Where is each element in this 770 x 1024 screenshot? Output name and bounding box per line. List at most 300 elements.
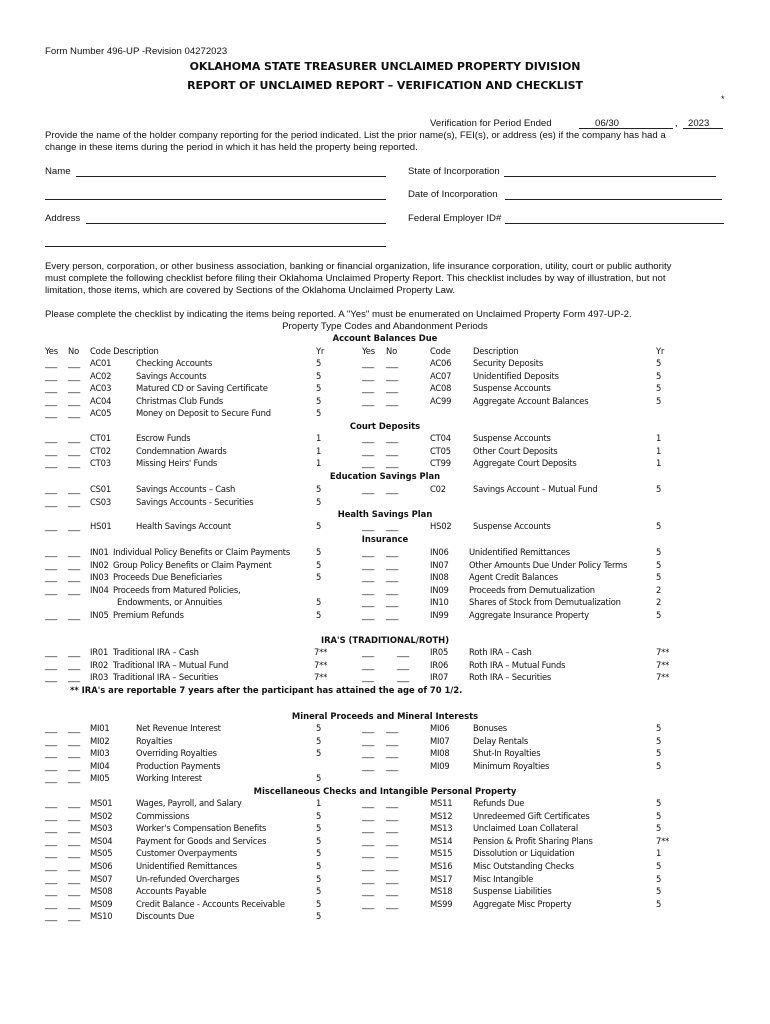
property-description: Health Savings Account: [136, 521, 231, 531]
no-checkbox-MS07[interactable]: ___: [68, 873, 80, 884]
yes-checkbox-IR01[interactable]: ___: [45, 647, 57, 657]
verification-label: Verification for Period Ended: [430, 118, 552, 129]
yes-checkbox-MS05[interactable]: ___: [45, 848, 57, 859]
yes-checkbox-AC04[interactable]: ___: [45, 395, 57, 406]
property-description: Missing Heirs' Funds: [136, 458, 218, 469]
no-checkbox-CT99[interactable]: ___: [386, 458, 398, 469]
property-code: MS16: [430, 861, 453, 871]
no-checkbox-AC05[interactable]: ___: [68, 408, 80, 419]
property-code: MS08: [90, 886, 113, 897]
yes-checkbox-MS03[interactable]: ___: [45, 823, 57, 834]
yes-checkbox-MS09[interactable]: ___: [45, 898, 57, 909]
yes-checkbox-MS04[interactable]: ___: [45, 835, 57, 846]
form-title-line2: REPORT OF UNCLAIMED REPORT – VERIFICATION AND CHECKLIST: [187, 79, 583, 92]
property-description: Proceeds from Demutualization: [469, 584, 595, 595]
name-field[interactable]: [76, 176, 386, 177]
no-checkbox-MS99[interactable]: ___: [386, 898, 398, 909]
no-checkbox-MS09[interactable]: ___: [68, 898, 80, 909]
abandonment-years: 7**: [314, 647, 328, 657]
col-no-left: No: [68, 346, 79, 356]
yes-checkbox-MS17[interactable]: ___: [362, 873, 374, 884]
yes-checkbox-IN09[interactable]: ___: [362, 584, 374, 595]
no-checkbox-IN07[interactable]: ___: [386, 559, 398, 570]
yes-checkbox-IN06[interactable]: ___: [362, 547, 374, 557]
property-description: Christmas Club Funds: [136, 395, 224, 406]
property-description: Pension & Profit Sharing Plans: [473, 835, 593, 846]
abandonment-years: 5: [316, 848, 322, 859]
no-checkbox-IN08[interactable]: ___: [386, 572, 398, 583]
property-description: Matured CD or Saving Certificate: [136, 383, 268, 394]
instructions-para1-line2: change in these items during the period in which it has held the property being reported.: [45, 142, 418, 153]
fein-field[interactable]: [505, 223, 724, 224]
abandonment-years: 5: [316, 408, 322, 419]
yes-checkbox-AC01[interactable]: ___: [45, 358, 57, 368]
instructions-para2-line2: must complete the following checklist before filing their Oklahoma Unclaimed Property Report. This checklist includes by way of illustration, but not: [45, 273, 666, 284]
yes-checkbox-CT01[interactable]: ___: [45, 433, 57, 443]
no-checkbox-IR01[interactable]: ___: [68, 647, 80, 657]
property-description: Credit Balance - Accounts Receivable: [136, 898, 285, 909]
yes-checkbox-CT99[interactable]: ___: [362, 458, 374, 469]
no-checkbox-IN02[interactable]: ___: [68, 559, 80, 570]
property-code: MS99: [430, 898, 453, 909]
no-checkbox-MS14[interactable]: ___: [386, 835, 398, 846]
abandonment-years: 7**: [314, 672, 328, 683]
property-code: MS13: [430, 823, 453, 834]
no-checkbox-IR05[interactable]: ___: [397, 647, 409, 657]
yes-checkbox-AC07[interactable]: ___: [362, 370, 374, 381]
property-code: MI04: [90, 760, 110, 771]
property-code: MS10: [90, 911, 113, 922]
col-description-right: Description: [473, 346, 519, 356]
no-checkbox-MS01[interactable]: ___: [68, 798, 80, 808]
abandonment-years: 1: [316, 433, 322, 443]
property-code: AC01: [90, 358, 112, 368]
yes-checkbox-MS10[interactable]: ___: [45, 911, 57, 922]
yes-checkbox-MS18[interactable]: ___: [362, 886, 374, 897]
yes-checkbox-AC08[interactable]: ___: [362, 383, 374, 394]
no-checkbox-MS17[interactable]: ___: [386, 873, 398, 884]
form-number: Form Number 496-UP -Revision 04272023: [45, 46, 228, 57]
property-description: Accounts Payable: [136, 886, 207, 897]
no-checkbox-IN03[interactable]: ___: [68, 572, 80, 583]
verification-comma: ,: [675, 118, 678, 129]
no-checkbox-AC04[interactable]: ___: [68, 395, 80, 406]
property-code: IN03: [90, 572, 109, 583]
yes-checkbox-IN05[interactable]: ___: [45, 610, 57, 620]
abandonment-years: 5: [316, 835, 322, 846]
no-checkbox-MS16[interactable]: ___: [386, 861, 398, 871]
property-description: Checking Accounts: [136, 358, 213, 368]
yes-checkbox-CT03[interactable]: ___: [45, 458, 57, 469]
col-yes-right: Yes: [362, 346, 375, 356]
property-description: Traditional IRA – Securities: [113, 672, 219, 683]
property-code: IN10: [430, 597, 449, 608]
abandonment-years: 5: [656, 547, 662, 557]
property-description: Suspense Accounts: [473, 433, 551, 443]
property-description: Suspense Accounts: [473, 521, 551, 531]
property-description: Unidentified Remittances: [469, 547, 570, 557]
name-label: Name: [45, 166, 71, 177]
property-code: CT05: [430, 445, 451, 456]
no-checkbox-MI09[interactable]: ___: [386, 760, 398, 771]
no-checkbox-MS05[interactable]: ___: [68, 848, 80, 859]
property-code: IN07: [430, 559, 449, 570]
yes-checkbox-IN04[interactable]: ___: [45, 584, 57, 595]
abandonment-years: 5: [656, 823, 662, 834]
yes-checkbox-AC99[interactable]: ___: [362, 395, 374, 406]
no-checkbox-CS01[interactable]: ___: [68, 484, 80, 494]
yes-checkbox-MI01[interactable]: ___: [45, 723, 57, 733]
yes-checkbox-MS08[interactable]: ___: [45, 886, 57, 897]
property-description: Savings Accounts – Cash: [136, 484, 236, 494]
no-checkbox-MI02[interactable]: ___: [68, 735, 80, 746]
abandonment-years: 5: [656, 383, 662, 394]
property-description: Discounts Due: [136, 911, 195, 922]
property-code: CT99: [430, 458, 451, 469]
yes-checkbox-MS01[interactable]: ___: [45, 798, 57, 808]
no-checkbox-CT05[interactable]: ___: [386, 445, 398, 456]
yes-checkbox-MS13[interactable]: ___: [362, 823, 374, 834]
property-code: IN02: [90, 559, 109, 570]
no-checkbox-CT04[interactable]: ___: [386, 433, 398, 443]
no-checkbox-IN06[interactable]: ___: [386, 547, 398, 557]
property-code: CT03: [90, 458, 111, 469]
yes-checkbox-MI02[interactable]: ___: [45, 735, 57, 746]
section-title-misc: Miscellaneous Checks and Intangible Personal Property: [253, 786, 517, 796]
no-checkbox-IN10[interactable]: ___: [386, 597, 398, 608]
yes-checkbox-CT04[interactable]: ___: [362, 433, 374, 443]
property-description: Overriding Royalties: [136, 748, 217, 759]
yes-checkbox-IR03[interactable]: ___: [45, 672, 57, 683]
yes-checkbox-AC02[interactable]: ___: [45, 370, 57, 381]
property-description: Shut-In Royalties: [473, 748, 541, 759]
no-checkbox-HS02[interactable]: ___: [386, 521, 398, 531]
yes-checkbox-IR02[interactable]: ___: [45, 659, 57, 670]
abandonment-years: 5: [316, 886, 322, 897]
abandonment-years: 5: [316, 898, 322, 909]
property-code: IN04: [90, 584, 109, 595]
no-checkbox-MI05[interactable]: ___: [68, 773, 80, 784]
no-checkbox-MS04[interactable]: ___: [68, 835, 80, 846]
section-title-insurance: Insurance: [361, 534, 409, 544]
property-description: Aggregate Insurance Property: [469, 610, 589, 620]
property-code: IN01: [90, 547, 109, 557]
abandonment-years: 5: [656, 572, 662, 583]
yes-checkbox-MI06[interactable]: ___: [362, 723, 374, 733]
abandonment-years: 5: [316, 496, 322, 507]
no-checkbox-MS08[interactable]: ___: [68, 886, 80, 897]
abandonment-years: 5: [316, 597, 322, 608]
property-code: MI07: [430, 735, 450, 746]
yes-checkbox-CT05[interactable]: ___: [362, 445, 374, 456]
yes-checkbox-AC03[interactable]: ___: [45, 383, 57, 394]
no-checkbox-IR02[interactable]: ___: [68, 659, 80, 670]
property-description: Aggregate Account Balances: [473, 395, 589, 406]
asterisk-mark: *: [721, 94, 725, 104]
no-checkbox-MS11[interactable]: ___: [386, 798, 398, 808]
abandonment-years: 5: [316, 370, 322, 381]
property-description-cont: Endowments, or Annuities: [117, 597, 223, 608]
no-checkbox-IN09[interactable]: ___: [386, 584, 398, 595]
property-code: AC08: [430, 383, 452, 394]
property-code: MI08: [430, 748, 450, 759]
no-checkbox-MS15[interactable]: ___: [386, 848, 398, 859]
no-checkbox-IN99[interactable]: ___: [386, 610, 398, 620]
address-field-extra[interactable]: [45, 246, 386, 247]
property-code: MI05: [90, 773, 110, 784]
abandonment-years: 7**: [656, 647, 670, 657]
yes-checkbox-MI03[interactable]: ___: [45, 748, 57, 759]
abandonment-years: 1: [656, 458, 662, 469]
abandonment-years: 7**: [656, 659, 670, 670]
yes-checkbox-MS15[interactable]: ___: [362, 848, 374, 859]
property-description: Aggregate Misc Property: [473, 898, 572, 909]
property-code: CT02: [90, 445, 111, 456]
no-checkbox-AC06[interactable]: ___: [386, 358, 398, 368]
property-code: MS04: [90, 835, 113, 846]
no-checkbox-IN04[interactable]: ___: [68, 584, 80, 595]
yes-checkbox-CS01[interactable]: ___: [45, 484, 57, 494]
no-checkbox-MS06[interactable]: ___: [68, 861, 80, 871]
no-checkbox-CT01[interactable]: ___: [68, 433, 80, 443]
property-code: MS11: [430, 798, 453, 808]
property-description: Royalties: [136, 735, 173, 746]
section-title-mineral: Mineral Proceeds and Mineral Interests: [291, 711, 479, 721]
col-code-description: Code Description: [90, 346, 159, 356]
property-description: Other Amounts Due Under Policy Terms: [469, 559, 628, 570]
no-checkbox-MI01[interactable]: ___: [68, 723, 80, 733]
abandonment-years: 1: [656, 445, 662, 456]
property-description: Agent Credit Balances: [469, 572, 558, 583]
property-code: C02: [430, 484, 446, 494]
abandonment-years: 7**: [656, 672, 670, 683]
property-description: Individual Policy Benefits or Claim Payments: [113, 547, 291, 557]
no-checkbox-MS03[interactable]: ___: [68, 823, 80, 834]
property-code: IR03: [90, 672, 109, 683]
ira-note: ** IRA's are reportable 7 years after the participant has attained the age of 70 1/2.: [70, 685, 463, 695]
property-code: IR02: [90, 659, 109, 670]
yes-checkbox-MI05[interactable]: ___: [45, 773, 57, 784]
no-checkbox-IR03[interactable]: ___: [68, 672, 80, 683]
property-code: CS01: [90, 484, 112, 494]
address-field[interactable]: [86, 223, 386, 224]
property-description: Suspense Liabilities: [473, 886, 552, 897]
property-description: Group Policy Benefits or Claim Payment: [113, 559, 272, 570]
abandonment-years: 1: [316, 458, 322, 469]
property-description: Dissolution or Liquidation: [473, 848, 575, 859]
abandonment-years: 1: [316, 798, 322, 808]
instructions-para3: Please complete the checklist by indicating the items being reported. A "Yes" must be enumerated on Unclaimed Property Form 497-UP-2.: [45, 309, 632, 320]
property-description: Unidentified Deposits: [473, 370, 559, 381]
abandonment-years: 5: [656, 521, 662, 531]
abandonment-years: 1: [316, 445, 322, 456]
property-description: Unidentified Remittances: [136, 861, 237, 871]
yes-checkbox-IN99[interactable]: ___: [362, 610, 374, 620]
yes-checkbox-IR05[interactable]: ___: [362, 647, 374, 657]
yes-checkbox-IN01[interactable]: ___: [45, 547, 57, 557]
no-checkbox-HS01[interactable]: ___: [68, 521, 80, 531]
property-description: Commissions: [136, 810, 190, 821]
abandonment-years: 5: [656, 748, 662, 759]
section-title-court: Court Deposits: [349, 421, 421, 431]
property-code: IR01: [90, 647, 109, 657]
property-description: Roth IRA – Mutual Funds: [469, 659, 566, 670]
abandonment-years: 1: [656, 848, 662, 859]
yes-checkbox-IR06[interactable]: ___: [362, 659, 374, 670]
verification-date-field[interactable]: [579, 128, 673, 129]
no-checkbox-MS18[interactable]: ___: [386, 886, 398, 897]
yes-checkbox-IR07[interactable]: ___: [362, 672, 374, 683]
yes-checkbox-CT02[interactable]: ___: [45, 445, 57, 456]
property-description: Net Revenue Interest: [136, 723, 221, 733]
property-code: IN06: [430, 547, 449, 557]
property-code: IR06: [430, 659, 449, 670]
abandonment-years: 5: [316, 810, 322, 821]
property-code: MS06: [90, 861, 113, 871]
property-description: Refunds Due: [473, 798, 525, 808]
property-description: Minimum Royalties: [473, 760, 550, 771]
property-code: MS12: [430, 810, 453, 821]
property-description: Savings Accounts - Securities: [136, 496, 254, 507]
yes-checkbox-MI08[interactable]: ___: [362, 748, 374, 759]
yes-checkbox-MS06[interactable]: ___: [45, 861, 57, 871]
yes-checkbox-CS03[interactable]: ___: [45, 496, 57, 507]
yes-checkbox-IN10[interactable]: ___: [362, 597, 374, 608]
abandonment-years: 5: [656, 370, 662, 381]
yes-checkbox-MI09[interactable]: ___: [362, 760, 374, 771]
yes-checkbox-IN02[interactable]: ___: [45, 559, 57, 570]
abandonment-years: 5: [316, 823, 322, 834]
no-checkbox-MI06[interactable]: ___: [386, 723, 398, 733]
no-checkbox-MS02[interactable]: ___: [68, 810, 80, 821]
yes-checkbox-C02[interactable]: ___: [362, 484, 374, 494]
no-checkbox-AC03[interactable]: ___: [68, 383, 80, 394]
property-code: AC07: [430, 370, 452, 381]
property-description: Traditional IRA – Cash: [113, 647, 199, 657]
no-checkbox-AC08[interactable]: ___: [386, 383, 398, 394]
property-description: Wages, Payroll, and Salary: [136, 798, 242, 808]
abandonment-years: 5: [656, 723, 662, 733]
yes-checkbox-IN03[interactable]: ___: [45, 572, 57, 583]
property-description: Escrow Funds: [136, 433, 191, 443]
property-code: MS09: [90, 898, 113, 909]
no-checkbox-IR07[interactable]: ___: [397, 672, 409, 683]
abandonment-years: 5: [316, 735, 322, 746]
property-code: CS03: [90, 496, 112, 507]
yes-checkbox-MI04[interactable]: ___: [45, 760, 57, 771]
property-code: MS01: [90, 798, 113, 808]
yes-checkbox-IN08[interactable]: ___: [362, 572, 374, 583]
yes-checkbox-AC06[interactable]: ___: [362, 358, 374, 368]
abandonment-years: 5: [316, 911, 322, 922]
no-checkbox-AC99[interactable]: ___: [386, 395, 398, 406]
yes-checkbox-MS16[interactable]: ___: [362, 861, 374, 871]
abandonment-years: 5: [656, 358, 662, 368]
yes-checkbox-MS99[interactable]: ___: [362, 898, 374, 909]
yes-checkbox-MI07[interactable]: ___: [362, 735, 374, 746]
abandonment-years: 5: [316, 861, 322, 871]
property-code: MI06: [430, 723, 450, 733]
yes-checkbox-IN07[interactable]: ___: [362, 559, 374, 570]
property-code: MS18: [430, 886, 453, 897]
no-checkbox-C02[interactable]: ___: [386, 484, 398, 494]
yes-checkbox-MS12[interactable]: ___: [362, 810, 374, 821]
no-checkbox-MI03[interactable]: ___: [68, 748, 80, 759]
state-of-incorporation-field[interactable]: [504, 176, 716, 177]
abandonment-years: 5: [656, 886, 662, 897]
no-checkbox-MI07[interactable]: ___: [386, 735, 398, 746]
property-description: Proceeds Due Beneficiaries: [113, 572, 222, 583]
date-of-incorporation-field[interactable]: [505, 199, 722, 200]
col-yes-left: Yes: [45, 346, 58, 356]
no-checkbox-CT02[interactable]: ___: [68, 445, 80, 456]
abandonment-years: 5: [656, 861, 662, 871]
yes-checkbox-MS02[interactable]: ___: [45, 810, 57, 821]
yes-checkbox-HS01[interactable]: ___: [45, 521, 57, 531]
property-code: MI02: [90, 735, 110, 746]
no-checkbox-MI04[interactable]: ___: [68, 760, 80, 771]
abandonment-years: 5: [316, 748, 322, 759]
no-checkbox-MS12[interactable]: ___: [386, 810, 398, 821]
no-checkbox-AC01[interactable]: ___: [68, 358, 80, 368]
name-field-extra[interactable]: [45, 199, 386, 200]
property-code: AC04: [90, 395, 112, 406]
no-checkbox-IN05[interactable]: ___: [68, 610, 80, 620]
yes-checkbox-MS11[interactable]: ___: [362, 798, 374, 808]
property-code: HS01: [90, 521, 112, 531]
property-code: MS05: [90, 848, 113, 859]
property-description: Proceeds from Matured Policies,: [113, 584, 241, 595]
no-checkbox-CT03[interactable]: ___: [68, 458, 80, 469]
abandonment-years: 5: [316, 559, 322, 570]
instructions-para1-line1: Provide the name of the holder company reporting for the period indicated. List the prior name(s), FEI(s), or address (es) if the company has had a: [45, 130, 666, 141]
section-title-account: Account Balances Due: [332, 333, 438, 343]
abandonment-years: 5: [656, 810, 662, 821]
property-description: Roth IRA – Securities: [469, 672, 552, 683]
section-title-health: Health Savings Plan: [337, 509, 433, 519]
abandonment-years: 5: [316, 547, 322, 557]
yes-checkbox-MS07[interactable]: ___: [45, 873, 57, 884]
no-checkbox-MS13[interactable]: ___: [386, 823, 398, 834]
property-description: Customer Overpayments: [136, 848, 237, 859]
form-title-line1: OKLAHOMA STATE TREASURER UNCLAIMED PROPERTY DIVISION: [189, 60, 581, 73]
no-checkbox-IR06[interactable]: ___: [397, 659, 409, 670]
property-code: AC05: [90, 408, 112, 419]
property-description: Aggregate Court Deposits: [473, 458, 577, 469]
no-checkbox-AC02[interactable]: ___: [68, 370, 80, 381]
yes-checkbox-AC05[interactable]: ___: [45, 408, 57, 419]
property-code: MS03: [90, 823, 113, 834]
yes-checkbox-HS02[interactable]: ___: [362, 521, 374, 531]
abandonment-years: 7**: [314, 659, 328, 670]
property-code: MS15: [430, 848, 453, 859]
abandonment-years: 7**: [656, 835, 670, 846]
no-checkbox-AC07[interactable]: ___: [386, 370, 398, 381]
property-description: Other Court Deposits: [473, 445, 558, 456]
property-code: IN05: [90, 610, 109, 620]
address-label: Address: [45, 213, 81, 224]
property-code: IN08: [430, 572, 449, 583]
yes-checkbox-MS14[interactable]: ___: [362, 835, 374, 846]
no-checkbox-MI08[interactable]: ___: [386, 748, 398, 759]
no-checkbox-MS10[interactable]: ___: [68, 911, 80, 922]
property-description: Un-refunded Overcharges: [136, 873, 240, 884]
property-description: Shares of Stock from Demutualization: [469, 597, 621, 608]
no-checkbox-CS03[interactable]: ___: [68, 496, 80, 507]
property-code: MS14: [430, 835, 453, 846]
property-code: MI09: [430, 760, 450, 771]
no-checkbox-IN01[interactable]: ___: [68, 547, 80, 557]
